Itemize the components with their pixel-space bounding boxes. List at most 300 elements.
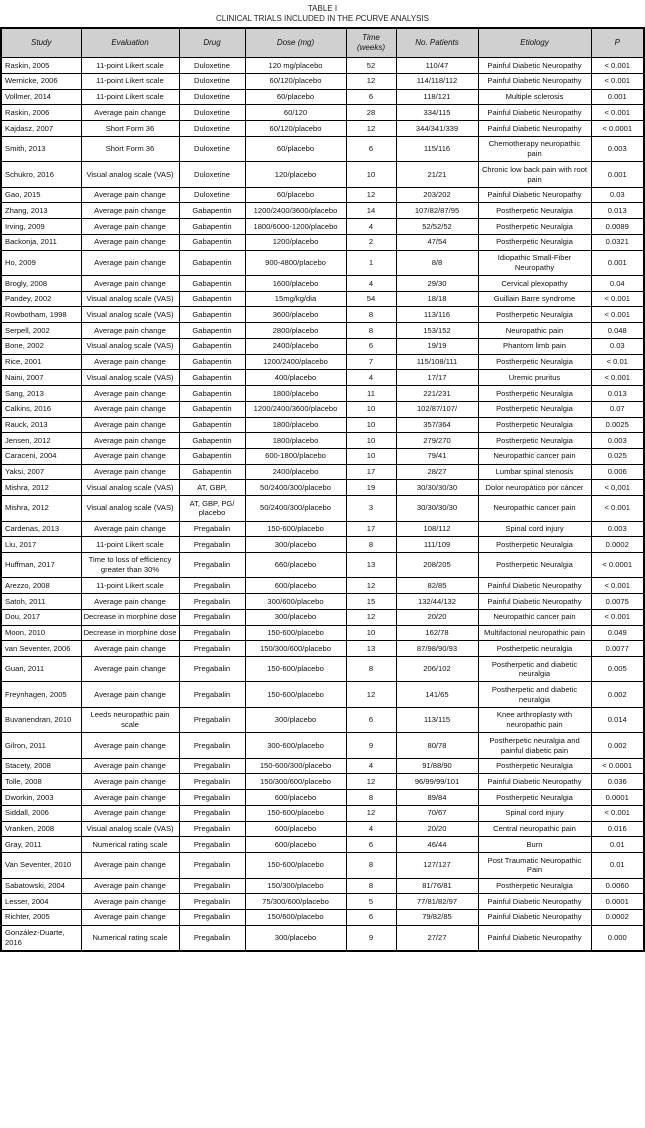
table-row	[1, 386, 644, 402]
cell-patients: 127/127	[396, 853, 478, 878]
cell-p: 0.005	[591, 657, 644, 682]
cell-drug: Duloxetine	[179, 89, 245, 105]
cell-patients: 132/44/132	[396, 594, 478, 610]
cell-patients: 27/27	[396, 925, 478, 951]
table-row	[1, 707, 644, 732]
cell-etiology: Painful Diabetic Neuropathy	[478, 121, 591, 137]
cell-dose: 60/placebo	[245, 89, 346, 105]
table-row	[1, 338, 644, 354]
cell-patients: 79/41	[396, 448, 478, 464]
cell-evaluation: Average pain change	[81, 105, 179, 121]
cell-study: Buvanendran, 2010	[1, 707, 81, 732]
cell-p: 0.013	[591, 203, 644, 219]
cell-drug: Pregabalin	[179, 909, 245, 925]
cell-p: < 0.001	[591, 307, 644, 323]
cell-study: Van Seventer, 2010	[1, 853, 81, 878]
cell-time: 10	[346, 448, 396, 464]
cell-dose: 60/120	[245, 105, 346, 121]
cell-drug: Pregabalin	[179, 594, 245, 610]
cell-time: 52	[346, 58, 396, 74]
cell-study: Mishra, 2012	[1, 496, 81, 521]
cell-dose: 300/placebo	[245, 609, 346, 625]
cell-study: Yaksi, 2007	[1, 464, 81, 480]
cell-evaluation: Average pain change	[81, 878, 179, 894]
cell-evaluation: Average pain change	[81, 853, 179, 878]
cell-time: 8	[346, 657, 396, 682]
cell-study: Vranken, 2008	[1, 821, 81, 837]
cell-time: 10	[346, 433, 396, 449]
cell-p: < 0.0001	[591, 552, 644, 577]
cell-study: Brogly, 2008	[1, 276, 81, 292]
cell-patients: 77/81/82/97	[396, 894, 478, 910]
cell-evaluation: 11-point Likert scale	[81, 537, 179, 553]
cell-patients: 20/20	[396, 609, 478, 625]
cell-patients: 108/112	[396, 521, 478, 537]
cell-drug: Pregabalin	[179, 682, 245, 707]
cell-time: 8	[346, 853, 396, 878]
cell-dose: 75/300/600/placebo	[245, 894, 346, 910]
cell-etiology: Painful Diabetic Neuropathy	[478, 58, 591, 74]
cell-study: Dou, 2017	[1, 609, 81, 625]
cell-study: Rowbotham, 1998	[1, 307, 81, 323]
cell-etiology: Postherpetic neuralgia and painful diabetic pain	[478, 733, 591, 758]
cell-drug: Pregabalin	[179, 878, 245, 894]
cell-dose: 150-600/placebo	[245, 682, 346, 707]
cell-patients: 21/21	[396, 162, 478, 187]
cell-study: Sabatowski, 2004	[1, 878, 81, 894]
cell-p: < 0,001	[591, 480, 644, 496]
table-row	[1, 609, 644, 625]
cell-etiology: Neuropathic cancer pain	[478, 448, 591, 464]
cell-patients: 20/20	[396, 821, 478, 837]
cell-time: 54	[346, 291, 396, 307]
cell-p: 0.013	[591, 386, 644, 402]
cell-p: 0.014	[591, 707, 644, 732]
cell-study: van Seventer, 2006	[1, 641, 81, 657]
cell-etiology: Idiopathic Small-Fiber Neuropathy	[478, 250, 591, 275]
cell-p: 0.0001	[591, 790, 644, 806]
cell-time: 6	[346, 338, 396, 354]
cell-etiology: Painful Diabetic Neuropathy	[478, 105, 591, 121]
cell-time: 8	[346, 537, 396, 553]
cell-time: 12	[346, 774, 396, 790]
cell-drug: Pregabalin	[179, 733, 245, 758]
cell-evaluation: Visual analog scale (VAS)	[81, 370, 179, 386]
cell-patients: 221/231	[396, 386, 478, 402]
cell-dose: 60/placebo	[245, 136, 346, 161]
cell-time: 8	[346, 323, 396, 339]
cell-drug: Duloxetine	[179, 58, 245, 74]
cell-etiology: Painful Diabetic Neuropathy	[478, 73, 591, 89]
cell-p: 0.0321	[591, 234, 644, 250]
cell-drug: Pregabalin	[179, 609, 245, 625]
cell-drug: Pregabalin	[179, 625, 245, 641]
cell-etiology: Postherpetic and diabetic neuralgia	[478, 682, 591, 707]
cell-evaluation: Numerical rating scale	[81, 925, 179, 951]
cell-p: 0.048	[591, 323, 644, 339]
cell-dose: 150-600/placebo	[245, 805, 346, 821]
cell-dose: 60/120/placebo	[245, 73, 346, 89]
cell-drug: Gabapentin	[179, 417, 245, 433]
cell-patients: 30/30/30/30	[396, 480, 478, 496]
table-title-pcurve-p: P	[355, 14, 361, 24]
cell-study: Liu, 2017	[1, 537, 81, 553]
cell-p: 0.001	[591, 250, 644, 275]
cell-time: 11	[346, 386, 396, 402]
cell-etiology: Postherpetic Neuralgia	[478, 219, 591, 235]
cell-time: 14	[346, 203, 396, 219]
cell-time: 9	[346, 925, 396, 951]
cell-dose: 600/placebo	[245, 837, 346, 853]
cell-dose: 1800/placebo	[245, 417, 346, 433]
cell-patients: 19/19	[396, 338, 478, 354]
cell-patients: 115/108/111	[396, 354, 478, 370]
table-row	[1, 203, 644, 219]
table-header	[1, 28, 644, 58]
cell-dose: 3600/placebo	[245, 307, 346, 323]
cell-p: 0.001	[591, 89, 644, 105]
cell-evaluation: Short Form 36	[81, 136, 179, 161]
cell-dose: 150-600/placebo	[245, 853, 346, 878]
cell-dose: 60/120/placebo	[245, 121, 346, 137]
cell-etiology: Postherpetic Neuralgia	[478, 307, 591, 323]
cell-evaluation: Average pain change	[81, 323, 179, 339]
cell-drug: Pregabalin	[179, 657, 245, 682]
table-row	[1, 370, 644, 386]
cell-time: 7	[346, 354, 396, 370]
cell-patients: 52/52/52	[396, 219, 478, 235]
cell-study: Raskin, 2005	[1, 58, 81, 74]
cell-study: Irving, 2009	[1, 219, 81, 235]
cell-p: < 0.001	[591, 805, 644, 821]
cell-drug: Duloxetine	[179, 121, 245, 137]
table-row	[1, 401, 644, 417]
cell-dose: 15mg/kg/dia	[245, 291, 346, 307]
table-row	[1, 878, 644, 894]
cell-patients: 357/364	[396, 417, 478, 433]
table-row	[1, 733, 644, 758]
cell-patients: 279/270	[396, 433, 478, 449]
cell-dose: 300/placebo	[245, 707, 346, 732]
cell-drug: Pregabalin	[179, 853, 245, 878]
cell-p: < 0.001	[591, 58, 644, 74]
cell-study: Mishra, 2012	[1, 480, 81, 496]
cell-p: 0.03	[591, 338, 644, 354]
cell-time: 17	[346, 464, 396, 480]
cell-etiology: Central neuropathic pain	[478, 821, 591, 837]
cell-time: 12	[346, 805, 396, 821]
cell-evaluation: Decrease in morphine dose	[81, 625, 179, 641]
cell-drug: Pregabalin	[179, 552, 245, 577]
cell-evaluation: Visual analog scale (VAS)	[81, 307, 179, 323]
cell-patients: 8/8	[396, 250, 478, 275]
cell-evaluation: Average pain change	[81, 641, 179, 657]
cell-drug: Duloxetine	[179, 136, 245, 161]
table-row	[1, 537, 644, 553]
cell-drug: Gabapentin	[179, 338, 245, 354]
cell-dose: 300/600/placebo	[245, 594, 346, 610]
cell-etiology: Lumbar spinal stenosis	[478, 464, 591, 480]
cell-p: 0.0089	[591, 219, 644, 235]
table-row	[1, 58, 644, 74]
cell-p: 0.001	[591, 162, 644, 187]
cell-time: 12	[346, 682, 396, 707]
cell-dose: 150/300/placebo	[245, 878, 346, 894]
cell-etiology: Painful Diabetic Neuropathy	[478, 925, 591, 951]
table-row	[1, 464, 644, 480]
cell-time: 1	[346, 250, 396, 275]
cell-drug: Gabapentin	[179, 323, 245, 339]
cell-evaluation: Average pain change	[81, 276, 179, 292]
column-header-p: P	[591, 28, 644, 58]
cell-evaluation: Average pain change	[81, 758, 179, 774]
cell-dose: 660/placebo	[245, 552, 346, 577]
cell-p: < 0.001	[591, 291, 644, 307]
cell-dose: 150-600/placebo	[245, 521, 346, 537]
cell-evaluation: Visual analog scale (VAS)	[81, 338, 179, 354]
cell-drug: Gabapentin	[179, 370, 245, 386]
cell-study: Schukro, 2016	[1, 162, 81, 187]
table-row	[1, 250, 644, 275]
table-row	[1, 448, 644, 464]
cell-time: 6	[346, 89, 396, 105]
cell-drug: AT, GBP,	[179, 480, 245, 496]
cell-dose: 1200/placebo	[245, 234, 346, 250]
cell-p: 0.049	[591, 625, 644, 641]
cell-evaluation: Average pain change	[81, 894, 179, 910]
cell-dose: 120 mg/placebo	[245, 58, 346, 74]
cell-evaluation: Average pain change	[81, 774, 179, 790]
table-row	[1, 162, 644, 187]
cell-patients: 70/67	[396, 805, 478, 821]
cell-patients: 111/109	[396, 537, 478, 553]
table-row	[1, 219, 644, 235]
cell-drug: Gabapentin	[179, 354, 245, 370]
table-row	[1, 894, 644, 910]
cell-dose: 150-600/placebo	[245, 657, 346, 682]
cell-evaluation: Average pain change	[81, 657, 179, 682]
cell-drug: Pregabalin	[179, 641, 245, 657]
cell-etiology: Painful Diabetic Neuropathy	[478, 894, 591, 910]
cell-patients: 18/18	[396, 291, 478, 307]
cell-evaluation: Visual analog scale (VAS)	[81, 291, 179, 307]
table-row	[1, 805, 644, 821]
table-row	[1, 291, 644, 307]
cell-etiology: Burn	[478, 837, 591, 853]
cell-etiology: Postherpetic Neuralgia	[478, 537, 591, 553]
cell-etiology: Chronic low back pain with root pain	[478, 162, 591, 187]
cell-drug: Gabapentin	[179, 448, 245, 464]
cell-evaluation: Short Form 36	[81, 121, 179, 137]
cell-study: Arezzo, 2008	[1, 578, 81, 594]
cell-study: Guan, 2011	[1, 657, 81, 682]
cell-dose: 150/300/600/placebo	[245, 774, 346, 790]
cell-p: 0.036	[591, 774, 644, 790]
cell-time: 3	[346, 496, 396, 521]
cell-etiology: Painful Diabetic Neuropathy	[478, 578, 591, 594]
cell-patients: 206/102	[396, 657, 478, 682]
cell-study: Huffman, 2017	[1, 552, 81, 577]
cell-drug: Gabapentin	[179, 291, 245, 307]
cell-evaluation: Average pain change	[81, 909, 179, 925]
table-row	[1, 853, 644, 878]
cell-study: Lesser, 2004	[1, 894, 81, 910]
cell-patients: 115/116	[396, 136, 478, 161]
cell-p: 0.016	[591, 821, 644, 837]
table-row	[1, 433, 644, 449]
table-row	[1, 480, 644, 496]
cell-patients: 89/84	[396, 790, 478, 806]
cell-p: 0.003	[591, 433, 644, 449]
cell-drug: Pregabalin	[179, 894, 245, 910]
cell-etiology: Postherpetic Neuralgia	[478, 234, 591, 250]
cell-drug: Gabapentin	[179, 250, 245, 275]
cell-dose: 1800/6000-1200/placebo	[245, 219, 346, 235]
cell-etiology: Painful Diabetic Neuropathy	[478, 774, 591, 790]
cell-patients: 28/27	[396, 464, 478, 480]
cell-dose: 60/placebo	[245, 187, 346, 203]
cell-p: < 0.001	[591, 578, 644, 594]
cell-dose: 50/2400/300/placebo	[245, 480, 346, 496]
cell-time: 6	[346, 136, 396, 161]
cell-evaluation: Average pain change	[81, 386, 179, 402]
cell-evaluation: Average pain change	[81, 417, 179, 433]
cell-dose: 1600/placebo	[245, 276, 346, 292]
table-row	[1, 276, 644, 292]
cell-p: 0.03	[591, 187, 644, 203]
cell-study: Siddall, 2006	[1, 805, 81, 821]
cell-time: 5	[346, 894, 396, 910]
cell-etiology: Neuropathic pain	[478, 323, 591, 339]
cell-p: 0.003	[591, 521, 644, 537]
cell-p: < 0.0001	[591, 121, 644, 137]
table-row	[1, 925, 644, 951]
table-row	[1, 73, 644, 89]
cell-study: Gao, 2015	[1, 187, 81, 203]
cell-evaluation: Average pain change	[81, 219, 179, 235]
cell-patients: 114/118/112	[396, 73, 478, 89]
column-header-etiology: Etiology	[478, 28, 591, 58]
table-row	[1, 121, 644, 137]
cell-time: 4	[346, 821, 396, 837]
cell-evaluation: Average pain change	[81, 464, 179, 480]
cell-etiology: Postherpetic Neuralgia	[478, 386, 591, 402]
cell-study: Rice, 2001	[1, 354, 81, 370]
cell-evaluation: 11-point Likert scale	[81, 58, 179, 74]
cell-p: 0.0001	[591, 894, 644, 910]
table-row	[1, 657, 644, 682]
cell-study: Zhang, 2013	[1, 203, 81, 219]
cell-drug: Gabapentin	[179, 219, 245, 235]
table-row	[1, 307, 644, 323]
cell-etiology: Postherpetic Neuralgia	[478, 790, 591, 806]
cell-study: Wernicke, 2006	[1, 73, 81, 89]
cell-patients: 17/17	[396, 370, 478, 386]
table-row	[1, 682, 644, 707]
cell-time: 15	[346, 594, 396, 610]
cell-time: 4	[346, 758, 396, 774]
cell-study: Gilron, 2011	[1, 733, 81, 758]
cell-time: 12	[346, 121, 396, 137]
cell-patients: 81/76/81	[396, 878, 478, 894]
cell-evaluation: Leeds neuropathic pain scale	[81, 707, 179, 732]
cell-dose: 150/600/placebo	[245, 909, 346, 925]
cell-study: Freynhagen, 2005	[1, 682, 81, 707]
cell-time: 8	[346, 878, 396, 894]
cell-dose: 150-600/placebo	[245, 625, 346, 641]
cell-drug: Gabapentin	[179, 386, 245, 402]
cell-etiology: Spinal cord injury	[478, 805, 591, 821]
cell-study: González-Duarte, 2016	[1, 925, 81, 951]
cell-time: 6	[346, 707, 396, 732]
cell-p: 0.003	[591, 136, 644, 161]
cell-study: Moon, 2010	[1, 625, 81, 641]
cell-patients: 47/54	[396, 234, 478, 250]
cell-etiology: Painful Diabetic Neuropathy	[478, 187, 591, 203]
cell-drug: Pregabalin	[179, 774, 245, 790]
cell-study: Jensen, 2012	[1, 433, 81, 449]
cell-p: 0.01	[591, 837, 644, 853]
cell-p: 0.025	[591, 448, 644, 464]
cell-p: < 0.001	[591, 370, 644, 386]
cell-dose: 1800/placebo	[245, 386, 346, 402]
table-row	[1, 496, 644, 521]
cell-drug: Duloxetine	[179, 73, 245, 89]
cell-etiology: Postherpetic and diabetic neuralgia	[478, 657, 591, 682]
cell-time: 12	[346, 609, 396, 625]
cell-evaluation: Average pain change	[81, 521, 179, 537]
cell-drug: Pregabalin	[179, 925, 245, 951]
cell-evaluation: Visual analog scale (VAS)	[81, 480, 179, 496]
cell-study: Stacety, 2008	[1, 758, 81, 774]
table-row	[1, 790, 644, 806]
cell-time: 6	[346, 837, 396, 853]
cell-etiology: Painful Diabetic Neuropathy	[478, 909, 591, 925]
table-title-suffix: CURVE ANALYSIS	[360, 14, 429, 24]
cell-drug: Gabapentin	[179, 276, 245, 292]
cell-etiology: Multifactorial neuropathic pain	[478, 625, 591, 641]
cell-evaluation: Average pain change	[81, 805, 179, 821]
column-header-evaluation: Evaluation	[81, 28, 179, 58]
cell-evaluation: 11-point Likert scale	[81, 73, 179, 89]
cell-patients: 91/88/90	[396, 758, 478, 774]
cell-study: Caraceni, 2004	[1, 448, 81, 464]
cell-drug: Pregabalin	[179, 837, 245, 853]
cell-p: 0.0002	[591, 909, 644, 925]
cell-dose: 400/placebo	[245, 370, 346, 386]
cell-etiology: Chemotherapy neuropathic pain	[478, 136, 591, 161]
cell-etiology: Postherpetic neuralgia	[478, 641, 591, 657]
cell-time: 9	[346, 733, 396, 758]
cell-dose: 1800/placebo	[245, 433, 346, 449]
cell-study: Smith, 2013	[1, 136, 81, 161]
column-header-dose: Dose (mg)	[245, 28, 346, 58]
clinical-trials-table	[0, 27, 645, 952]
cell-dose: 2400/placebo	[245, 338, 346, 354]
cell-study: Dworkin, 2003	[1, 790, 81, 806]
cell-drug: Duloxetine	[179, 162, 245, 187]
cell-p: 0.0060	[591, 878, 644, 894]
cell-p: 0.000	[591, 925, 644, 951]
cell-p: 0.0025	[591, 417, 644, 433]
cell-dose: 120/placebo	[245, 162, 346, 187]
table-row	[1, 187, 644, 203]
cell-dose: 150/300/600/placebo	[245, 641, 346, 657]
cell-dose: 300/placebo	[245, 537, 346, 553]
cell-dose: 1200/2400/3600/placebo	[245, 203, 346, 219]
cell-patients: 102/87/107/	[396, 401, 478, 417]
cell-evaluation: 11-point Likert scale	[81, 89, 179, 105]
